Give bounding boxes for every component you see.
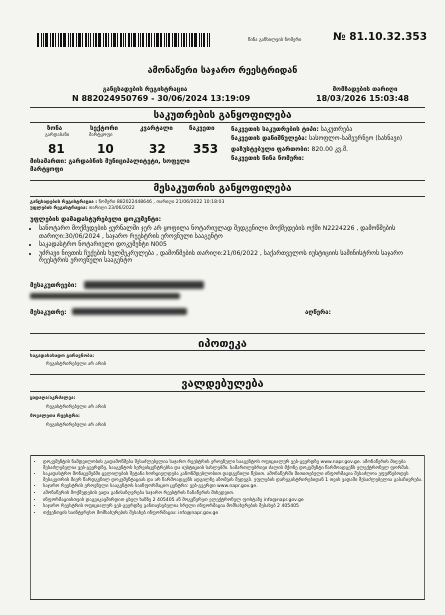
barcode-bar (50, 33, 51, 47)
document-title: ამონაწერი საჯარო რეესტრიდან (147, 66, 298, 76)
tax-pledge-label: საგადასახადო გირავნობა: (30, 354, 95, 359)
note-item: • საჯარო რეესტრის ოფიციალურ ვებ-გვერდზე განთავსებულია სრული ინფორმაცია მომსახურების შესახებ 2 405405 (43, 504, 425, 510)
barcode-bar (76, 33, 77, 47)
debtors-label: მოვალეთა რეესტრი: (30, 414, 80, 419)
tax-pledge-value: რეგისტრირებული არ არის (46, 362, 107, 367)
basis-item: • უძრავი ნივთის ჩუქების ხელშეკრულება , დამოწმების თარიღი:21/06/2022 , საქართველოს იუსტიციის სამინისტროს საჯარო რეესტრის ეროვნული სააგენტო (39, 250, 424, 265)
barcode-bar (123, 33, 124, 47)
barcode-bar (78, 33, 81, 47)
barcode-bar (146, 33, 147, 47)
basis-item: • საკადასტრო ნოტარიული დოკუმენტი N005 (39, 241, 424, 249)
code-header-quarter: კვარტალი (140, 125, 173, 132)
barcode-bar (93, 33, 94, 47)
barcode-bar (156, 33, 159, 47)
barcode-bar (191, 33, 193, 47)
barcode-bar (90, 33, 91, 47)
owner-label: მესაკუთრე: (30, 309, 67, 316)
barcode-bar (45, 33, 48, 47)
barcode-bar (186, 33, 187, 47)
right-registration-label: უფლების რეგისტრაცია: (30, 206, 88, 211)
application-separator: - (151, 94, 155, 103)
barcode-bar (108, 33, 109, 47)
barcode-bar (103, 33, 104, 47)
barcode-bar (105, 33, 107, 47)
registration-line-1 (30, 200, 420, 206)
code-value-parcel: 353 (193, 142, 219, 156)
application-label: განცხადების რეგისტრაცია (102, 86, 188, 93)
barcode-bar (58, 33, 59, 47)
barcode-bar (120, 33, 122, 47)
barcode-bar (189, 33, 190, 47)
seizure-label: ყადაღა/აკრძალვა: (30, 396, 76, 401)
code-value-quarter: 32 (149, 142, 166, 156)
mortgage-title: იპოთეკა (198, 337, 247, 350)
code-header-parcel: ნაკვეთი (189, 125, 215, 132)
barcode-bar (174, 33, 177, 47)
owner-section-title: მესაკუთრის განყოფილება (153, 183, 292, 194)
previous-number-label: ნაკვეთის წინა ნომერი: (231, 154, 305, 162)
note-item: • თქვენთვის საინტერესო მომსახურების შესახებ ინფორმაცია: info@napr.gov.ge (43, 511, 425, 517)
barcode-image (37, 33, 247, 47)
code-sub-zone: გარდაბანი (45, 133, 70, 138)
barcode-bar (117, 33, 118, 47)
barcode-bar (154, 33, 155, 47)
barcode-bar (88, 33, 89, 47)
application-line (72, 94, 250, 104)
registration-value: ნომერი 882022448646 , თარიღი 21/06/2022 10:18:03 (98, 200, 225, 205)
barcode-bar (125, 33, 126, 47)
barcode-bar (160, 33, 162, 47)
redacted-owners (84, 281, 204, 289)
barcode-bar (194, 33, 197, 47)
barcode-bar (209, 33, 210, 47)
registration-label: განცხადების რეგისტრაცია : (30, 200, 98, 205)
basis-item: • სანოტარო მოქმედების ჟურნალში ჯერ არ ყოფილა ნოტარიულად შედგენილი მოქმედების ოქმი N2224226 , დამოწმების თარიღი:30/06/2024 , საჯარო რეესტრის ეროვნული სააგენტო (39, 225, 424, 240)
code-value-zone: 81 (48, 142, 65, 156)
seizure-value: რეგისტრირებული არ არის (46, 405, 107, 410)
barcode-bar (70, 33, 71, 47)
ownership-type-value: საკუთრება (320, 126, 353, 133)
obligations-title: ვალდებულება (181, 377, 264, 390)
note-item: • საჯარო რეესტრის ეროვნული სააგენტოს საინფორმაციო ცენტრი: ვებ-გვერდი www.napr.gov.ge. (43, 484, 425, 490)
owners-label: მესაკუთრეები: (30, 282, 77, 289)
barcode-bar (172, 33, 173, 47)
reference-number: № 81.10.32.353 (333, 31, 428, 43)
barcode-bar (52, 33, 54, 47)
barcode-bar (199, 33, 200, 47)
area-label: დაზუსტებული ფართობი: (231, 146, 310, 153)
barcode-bar (37, 33, 39, 47)
barcode-bar (98, 33, 101, 47)
code-header-sector: სექტორი (90, 125, 118, 132)
barcode-bar (68, 33, 69, 47)
barcode-bar (82, 33, 83, 47)
ownership-type-label: ნაკვეთის საკუთრების ტიპი: (231, 126, 319, 133)
printed-date: 18/03/2026 15:03:48 (316, 94, 409, 103)
right-registration-value: თარიღი 23/06/2022 (88, 206, 135, 211)
share-label: აღწერა: (305, 309, 331, 316)
barcode-bar (201, 33, 202, 47)
barcode-bar (168, 33, 170, 47)
barcode-bar (41, 33, 42, 47)
purpose-value: სასოფლო-სამეურნეო (სახნავი) (309, 134, 403, 142)
barcode-bar (60, 33, 62, 47)
printed-label: მომზადების თარიღი (332, 86, 398, 93)
code-value-sector: 10 (97, 142, 114, 156)
basis-label: უფლების დამადასტურებელი დოკუმენტი: (30, 216, 162, 223)
barcode-bar (43, 33, 44, 47)
note-item: • საკადასტრო მონაცემებში ცვლილების შეტანა ხორციელდება კანონმდებლობით დადგენილი წესით. ამონაწერში მითითებული ინფორმაცია შესაძლოა ეფუძნებოდეს მესაკუთრის მიერ წარდგენილ დოკუმენტაციას და არ წარმოადგენს ადგილზე აზომვის შედეგს. უფლების დარეგისტრირებიდან 1 თვის ვადაში შესაძლებელია გასაჩივრება. (43, 472, 425, 483)
area-value: 820.00 კვ.მ. (311, 146, 349, 153)
barcode-bar (181, 33, 182, 47)
barcode-bar (142, 33, 144, 47)
barcode-caption: წინა განხილვის ნომერი (248, 38, 302, 43)
barcode-bar (111, 33, 112, 47)
barcode-bar (148, 33, 150, 47)
property-address (30, 158, 220, 173)
barcode-bar (131, 33, 132, 47)
barcode-bar (55, 33, 56, 47)
barcode-bar (113, 33, 116, 47)
barcode-bar (203, 33, 205, 47)
note-item: • ამონაწერის მოქმედების ვადა განისაზღვრება საჯარო რეესტრის ჩანაწერის მიხედვით. (43, 491, 425, 497)
debtors-value: რეგისტრირებული არ არის (46, 423, 107, 428)
barcode-bar (140, 33, 141, 47)
barcode-bar (72, 33, 74, 47)
barcode-bar (63, 33, 66, 47)
address-label: მისამართი: (30, 158, 67, 165)
barcode-bar (164, 33, 165, 47)
registration-line-2 (30, 206, 420, 212)
address-value: გარდაბნის მუნიციპალიტეტი, სოფელი მარტყოფი (30, 158, 190, 173)
barcode-bar (183, 33, 185, 47)
code-header-zone: ზონა (47, 125, 63, 132)
code-sub-sector: მარტყოფი (89, 133, 113, 138)
barcode-bar (95, 33, 97, 47)
basis-list (30, 225, 424, 266)
note-item: • დოკუმენტის ნამდვილობის გადამოწმება შესაძლებელია საჯარო რეესტრის ეროვნული სააგენტოს ოფიციალურ ვებ-გვერდზე www.napr.gov.ge. ამონაწერის მიღება შესაძლებელია ვებ-გვერდზე, სააგენტოს სერვისცენტრებსა და იუსტიციის სახლებში. სამართლებრივი ძალის მქონე დოკუმენტი წარმოადგენს ელექტრონულ ფორმას. (43, 460, 425, 471)
barcode-bar (178, 33, 179, 47)
property-section-title: საკუთრების განყოფილება (153, 110, 292, 121)
barcode-bar (166, 33, 167, 47)
application-number: N 882024950769 (72, 94, 149, 103)
property-fields (231, 126, 416, 162)
purpose-label: ნაკვეთის დანიშნულება: (231, 134, 308, 142)
barcode-bar (207, 33, 208, 47)
barcode-bar (138, 33, 139, 47)
note-item: • ინფორმაციისთვის დაგვიკავშირდით ცხელ ხაზზე 2 405405 ან მოგვწერეთ ელექტრონულ ფოსტაზე info@napr.gov.ge (43, 498, 425, 504)
barcode-bar (128, 33, 130, 47)
redacted-owner (72, 308, 187, 315)
barcode-bar (85, 33, 87, 47)
application-date: 30/06/2024 13:19:09 (157, 94, 251, 103)
notes-list (34, 460, 425, 517)
redacted-owners-2 (30, 293, 180, 299)
barcode-bar (133, 33, 136, 47)
barcode-bar (151, 33, 152, 47)
